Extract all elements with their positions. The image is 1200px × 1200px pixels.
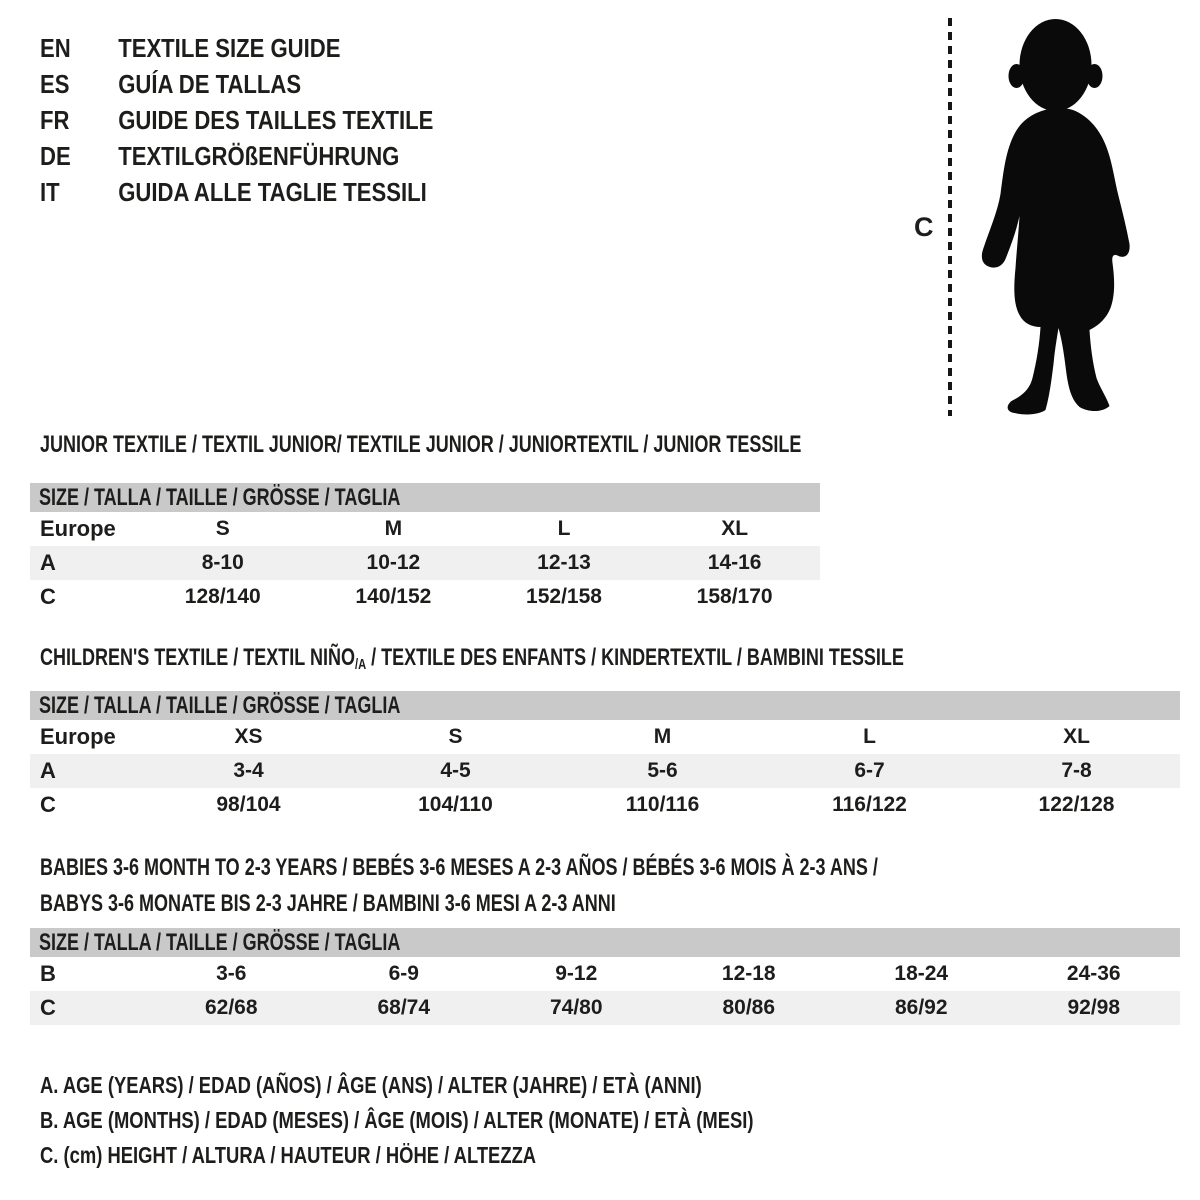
table-cell: 24-36 xyxy=(1066,962,1121,985)
language-label: TEXTILE SIZE GUIDE xyxy=(118,33,341,63)
table-cell: 10-12 xyxy=(366,551,421,574)
footnote-text: B. AGE (MONTHS) / EDAD (MESES) / ÂGE (MOIS) / ALTER (MONATE) / ETÀ (MESI) xyxy=(40,1107,754,1133)
section-title-text: JUNIOR TEXTILE / TEXTIL JUNIOR/ TEXTILE JUNIOR / JUNIORTEXTIL / JUNIOR TESSILE xyxy=(40,431,802,458)
toddler-silhouette-icon xyxy=(972,16,1140,416)
table-cell: 116/122 xyxy=(832,793,907,816)
table-row xyxy=(30,546,820,580)
table-cell: 6-9 xyxy=(388,962,419,985)
language-code: FR xyxy=(40,105,70,135)
table-cell: 12-18 xyxy=(721,962,776,985)
table-row xyxy=(30,788,1180,822)
toddler-silhouette-shape xyxy=(982,19,1130,414)
table-cell: 18-24 xyxy=(894,962,949,985)
size-table-header xyxy=(30,483,820,512)
table-row xyxy=(30,991,1180,1025)
table-cell: XL xyxy=(721,517,749,540)
table-cell: 104/110 xyxy=(418,793,493,816)
row-label: C xyxy=(40,995,56,1020)
table-cell: L xyxy=(863,725,876,748)
table-cell: 8-10 xyxy=(201,551,244,574)
row-label: A xyxy=(40,550,56,575)
table-cell: 62/68 xyxy=(204,996,258,1019)
table-row xyxy=(30,720,1180,754)
table-cell: M xyxy=(384,517,403,540)
row-label: C xyxy=(40,584,56,609)
table-cell: 110/116 xyxy=(625,793,700,816)
table-row xyxy=(30,512,820,546)
language-code: EN xyxy=(40,33,71,63)
table-cell: XL xyxy=(1063,725,1090,748)
language-row xyxy=(40,138,433,174)
footnote-age-months xyxy=(40,1107,932,1134)
children-size-table xyxy=(30,691,1180,822)
table-cell: 4-5 xyxy=(440,759,471,782)
row-label: A xyxy=(40,758,56,783)
title-subscript: /A xyxy=(354,657,367,674)
size-table-header-text: SIZE / TALLA / TAILLE / GRÖSSE / TAGLIA xyxy=(39,692,401,719)
footnote-height-cm xyxy=(40,1142,660,1169)
language-row xyxy=(40,102,433,138)
size-table-header-text: SIZE / TALLA / TAILLE / GRÖSSE / TAGLIA xyxy=(39,484,401,511)
table-cell: 74/80 xyxy=(549,996,603,1019)
table-cell: S xyxy=(448,725,463,748)
row-label: Europe xyxy=(40,516,116,541)
table-cell: 7-8 xyxy=(1061,759,1092,782)
junior-size-table xyxy=(30,483,820,614)
table-cell: 152/158 xyxy=(526,585,602,608)
language-label: GUIDA ALLE TAGLIE TESSILI xyxy=(118,177,427,207)
table-cell: XS xyxy=(234,725,263,748)
size-table-header-text: SIZE / TALLA / TAILLE / GRÖSSE / TAGLIA xyxy=(39,929,401,956)
language-row xyxy=(40,174,433,210)
table-cell: 12-13 xyxy=(537,551,591,574)
footnote-text: C. (cm) HEIGHT / ALTURA / HAUTEUR / HÖHE / ALTEZZA xyxy=(40,1142,537,1168)
row-label: Europe xyxy=(40,724,116,749)
table-row xyxy=(30,754,1180,788)
language-code: DE xyxy=(40,141,71,171)
table-cell: 86/92 xyxy=(894,996,948,1019)
table-cell: S xyxy=(215,517,230,540)
babies-size-table xyxy=(30,928,1180,1025)
section-title-children xyxy=(40,644,1192,679)
language-list xyxy=(40,30,503,210)
section-title-babies-line2 xyxy=(40,890,808,917)
table-row xyxy=(30,957,1180,991)
language-label: TEXTILGRÖßENFÜHRUNG xyxy=(118,141,400,171)
footnote-age-years xyxy=(40,1072,867,1099)
table-cell: 3-6 xyxy=(216,962,247,985)
title-prefix: CHILDREN'S TEXTILE / TEXTIL NIÑO xyxy=(40,644,355,671)
table-cell: 5-6 xyxy=(647,759,678,782)
row-label: B xyxy=(40,961,56,986)
table-cell: 98/104 xyxy=(216,793,281,816)
table-cell: L xyxy=(557,517,571,540)
table-row xyxy=(30,580,820,614)
table-cell: 68/74 xyxy=(377,996,431,1019)
language-code: IT xyxy=(40,177,60,207)
title-suffix: / TEXTILE DES ENFANTS / KINDERTEXTIL / BAMBINI TESSILE xyxy=(366,644,904,671)
footnote-text: A. AGE (YEARS) / EDAD (AÑOS) / ÂGE (ANS) / ALTER (JAHRE) / ETÀ (ANNI) xyxy=(40,1072,702,1098)
language-row xyxy=(40,66,433,102)
section-title-text xyxy=(40,644,904,679)
section-title-babies-line1 xyxy=(40,854,1157,881)
table-cell: M xyxy=(653,725,672,748)
language-label: GUÍA DE TALLAS xyxy=(118,69,302,99)
table-cell: 140/152 xyxy=(355,585,432,608)
language-label: GUIDE DES TAILLES TEXTILE xyxy=(118,105,434,135)
height-measure-dashed-line xyxy=(948,18,952,416)
table-cell: 122/128 xyxy=(1038,793,1115,816)
language-code: ES xyxy=(40,69,70,99)
section-title-junior xyxy=(40,431,1055,458)
table-cell: 128/140 xyxy=(184,585,261,608)
language-row xyxy=(40,30,433,66)
table-cell: 6-7 xyxy=(854,759,885,782)
table-cell: 80/86 xyxy=(722,996,776,1019)
height-measure-label: C xyxy=(914,212,934,242)
size-table-header xyxy=(30,928,1180,957)
section-title-text: BABIES 3-6 MONTH TO 2-3 YEARS / BEBÉS 3-6 MESES A 2-3 AÑOS / BÉBÉS 3-6 MOIS À 2-3 ANS / xyxy=(40,854,878,881)
table-cell: 3-4 xyxy=(233,759,264,782)
row-label: C xyxy=(40,792,56,817)
size-table-header xyxy=(30,691,1180,720)
section-title-text: BABYS 3-6 MONATE BIS 2-3 JAHRE / BAMBINI 3-6 MESI A 2-3 ANNI xyxy=(40,890,616,917)
table-cell: 14-16 xyxy=(707,551,762,574)
table-cell: 9-12 xyxy=(555,962,598,985)
table-cell: 158/170 xyxy=(696,585,773,608)
table-cell: 92/98 xyxy=(1067,996,1121,1019)
